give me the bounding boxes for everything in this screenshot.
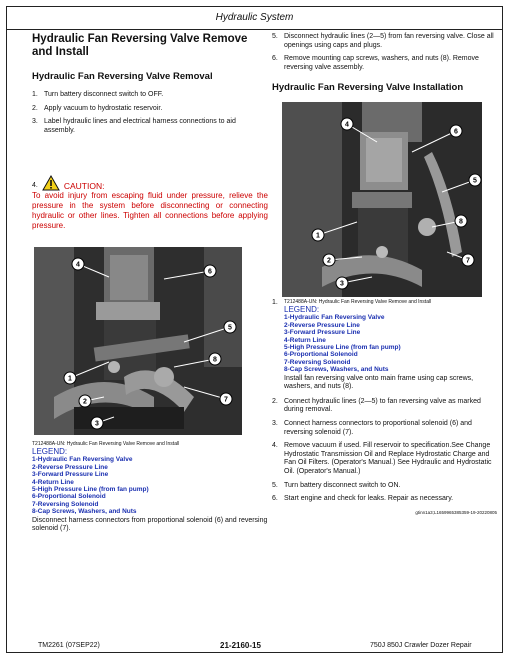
removal-steps-continued bbox=[272, 33, 497, 72]
legend-right bbox=[284, 314, 497, 373]
step-item bbox=[272, 482, 497, 491]
svg-text:1: 1 bbox=[316, 232, 320, 240]
svg-text:7: 7 bbox=[224, 396, 228, 404]
step-text: Label hydraulic lines and electrical harness connections to aid assembly. bbox=[44, 118, 236, 134]
svg-text:7: 7 bbox=[466, 257, 470, 265]
legend-item: 1-Hydraulic Fan Reversing Valve bbox=[32, 456, 133, 464]
step-item bbox=[32, 91, 268, 100]
step-number: 1. bbox=[272, 299, 278, 307]
footer-manual-id: TM2261 (07SEP22) bbox=[38, 642, 100, 649]
legend-item: 4-Return Line bbox=[284, 336, 326, 344]
removal-subtitle: Hydraulic Fan Reversing Valve Removal bbox=[32, 71, 213, 82]
step-number: 3. bbox=[32, 118, 38, 126]
callout-6 bbox=[204, 265, 216, 277]
legend-item: 8-Cap Screws, Washers, and Nuts bbox=[32, 508, 137, 516]
callouts-right bbox=[282, 102, 482, 297]
caution-block bbox=[32, 175, 268, 231]
svg-text:8: 8 bbox=[459, 218, 463, 226]
step-number: 2. bbox=[32, 104, 38, 112]
step-item bbox=[272, 420, 497, 437]
reference-id: gtinn1a3;L1659965385359-19-20220805 bbox=[415, 509, 497, 515]
callout-2 bbox=[323, 254, 335, 266]
callout-6 bbox=[450, 125, 462, 137]
callout-3 bbox=[336, 277, 348, 289]
step-text: Turn battery disconnect switch to ON. bbox=[284, 481, 401, 489]
step-number: 5. bbox=[272, 481, 278, 489]
valve-photo-left bbox=[34, 247, 242, 435]
step-text: Turn battery disconnect switch to OFF. bbox=[44, 91, 164, 98]
section-title: Hydraulic Fan Reversing Valve Remove and Install bbox=[32, 33, 248, 58]
step-text: Start engine and check for leaks. Repair as necessary. bbox=[284, 495, 454, 503]
callout-7 bbox=[462, 254, 474, 266]
callout-8 bbox=[209, 353, 221, 365]
callout-1 bbox=[312, 229, 324, 241]
callout-leader bbox=[412, 128, 458, 152]
valve-photo-right bbox=[282, 102, 482, 297]
legend-item: 3-Forward Pressure Line bbox=[284, 329, 361, 337]
svg-text:4: 4 bbox=[76, 261, 80, 269]
step-text: Connect hydraulic lines (2—5) to fan reversing valve as marked during removal. bbox=[284, 397, 481, 414]
installation-subtitle: Hydraulic Fan Reversing Valve Installation bbox=[272, 82, 464, 94]
left-column bbox=[32, 33, 268, 534]
legend-item: 3-Forward Pressure Line bbox=[32, 471, 109, 479]
callout-8 bbox=[455, 215, 467, 227]
installation-steps bbox=[272, 398, 497, 504]
step-item bbox=[32, 105, 268, 114]
legend-item: 5-High Pressure Line (from fan pump) bbox=[32, 486, 149, 493]
step-number: 6. bbox=[272, 495, 278, 503]
caution-step-number: 4. bbox=[32, 182, 38, 190]
step-number: 1. bbox=[32, 91, 38, 98]
right-column bbox=[272, 33, 497, 517]
legend-item: 2-Reverse Pressure Line bbox=[32, 463, 108, 471]
step-text: Remove vacuum if used. Fill reservoir to specification.See Change Hydrostatic Transmission Oil and Replace Hydrostatic Charge and Fan Oil Filters. (Operator's Manual.) See Hydraulic and Hydrostatic Oil. (Operator's Manual.) bbox=[284, 442, 492, 475]
step-text: Connect harness connectors to proportional solenoid (6) and reversing solenoid (7). bbox=[284, 420, 472, 436]
svg-text:2: 2 bbox=[327, 257, 331, 265]
legend-title-left: LEGEND: bbox=[32, 447, 68, 457]
legend-left bbox=[32, 456, 268, 515]
page-header: Hydraulic System bbox=[6, 6, 503, 30]
step-text: Disconnect hydraulic lines (2—5) from fan reversing valve. Close all openings using caps and plugs. bbox=[284, 33, 494, 49]
removal-after-text: Disconnect harness connectors from proportional solenoid (6) and reversing solenoid (7). bbox=[32, 516, 268, 533]
svg-text:2: 2 bbox=[83, 398, 87, 406]
legend-item: 5-High Pressure Line (from fan pump) bbox=[284, 344, 401, 351]
svg-text:5: 5 bbox=[228, 324, 232, 332]
callouts-left bbox=[34, 247, 242, 435]
callout-5 bbox=[224, 321, 236, 333]
svg-text:4: 4 bbox=[345, 121, 349, 129]
legend-title-right: LEGEND: bbox=[284, 305, 320, 315]
footer-page-number: 21-2160-15 bbox=[220, 641, 261, 650]
callout-leader bbox=[164, 268, 212, 279]
install-after-text: Install fan reversing valve onto main frame using cap screws, washers, and nuts (8). bbox=[284, 374, 474, 391]
step-item bbox=[272, 33, 497, 50]
callout-5 bbox=[469, 174, 481, 186]
svg-text:6: 6 bbox=[208, 268, 212, 276]
svg-text:3: 3 bbox=[95, 420, 99, 428]
removal-steps bbox=[32, 91, 268, 135]
step-number: 6. bbox=[272, 55, 278, 63]
step-number: 4. bbox=[272, 442, 278, 450]
step-item bbox=[272, 55, 497, 72]
step-item bbox=[32, 118, 268, 135]
step-number: 3. bbox=[272, 420, 278, 427]
callout-2 bbox=[79, 395, 91, 407]
svg-text:8: 8 bbox=[213, 356, 217, 364]
legend-item: 6-Proportional Solenoid bbox=[32, 493, 106, 501]
step-item bbox=[272, 442, 497, 476]
legend-item: 7-Reversing Solenoid bbox=[284, 358, 351, 366]
figure-caption-left: T212488A-UN: Hydraulic Fan Reversing Valve Remove and Install bbox=[32, 441, 180, 448]
callout-4 bbox=[341, 118, 353, 130]
step-item bbox=[272, 398, 497, 415]
step-text: Apply vacuum to hydrostatic reservoir. bbox=[44, 104, 163, 112]
figure-caption-right: T212488A-UN: Hydraulic Fan Reversing Valve Remove and Install bbox=[284, 299, 432, 306]
callout-leader bbox=[184, 324, 232, 342]
install-step-1 bbox=[272, 299, 497, 391]
svg-text:6: 6 bbox=[454, 128, 458, 136]
step-item bbox=[272, 495, 497, 504]
step-number: 5. bbox=[272, 33, 278, 40]
caution-body: To avoid injury from escaping fluid under pressure, relieve the pressure in the system before disconnecting or connecting hydraulic or other lines. Tighten all connections before applying pressure. bbox=[32, 191, 268, 231]
caution-title: CAUTION: bbox=[63, 181, 105, 192]
warning-icon bbox=[42, 175, 60, 191]
legend-item: 1-Hydraulic Fan Reversing Valve bbox=[284, 314, 385, 322]
legend-item: 6-Proportional Solenoid bbox=[284, 351, 358, 359]
legend-item: 8-Cap Screws, Washers, and Nuts bbox=[284, 366, 389, 374]
svg-text:5: 5 bbox=[473, 177, 477, 185]
callout-4 bbox=[72, 258, 84, 270]
step-text: Remove mounting cap screws, washers, and nuts (8). Remove reversing valve assembly. bbox=[284, 55, 479, 71]
callout-1 bbox=[64, 372, 76, 384]
callout-7 bbox=[220, 393, 232, 405]
svg-text:3: 3 bbox=[340, 280, 344, 288]
legend-item: 2-Reverse Pressure Line bbox=[284, 321, 360, 329]
legend-item: 7-Reversing Solenoid bbox=[32, 500, 99, 508]
step-number: 2. bbox=[272, 397, 278, 405]
footer-manual-title: 750J 850J Crawler Dozer Repair bbox=[370, 642, 472, 649]
svg-text:1: 1 bbox=[68, 375, 72, 383]
callout-3 bbox=[91, 417, 103, 429]
legend-item: 4-Return Line bbox=[32, 478, 74, 486]
callout-leader bbox=[184, 387, 226, 399]
